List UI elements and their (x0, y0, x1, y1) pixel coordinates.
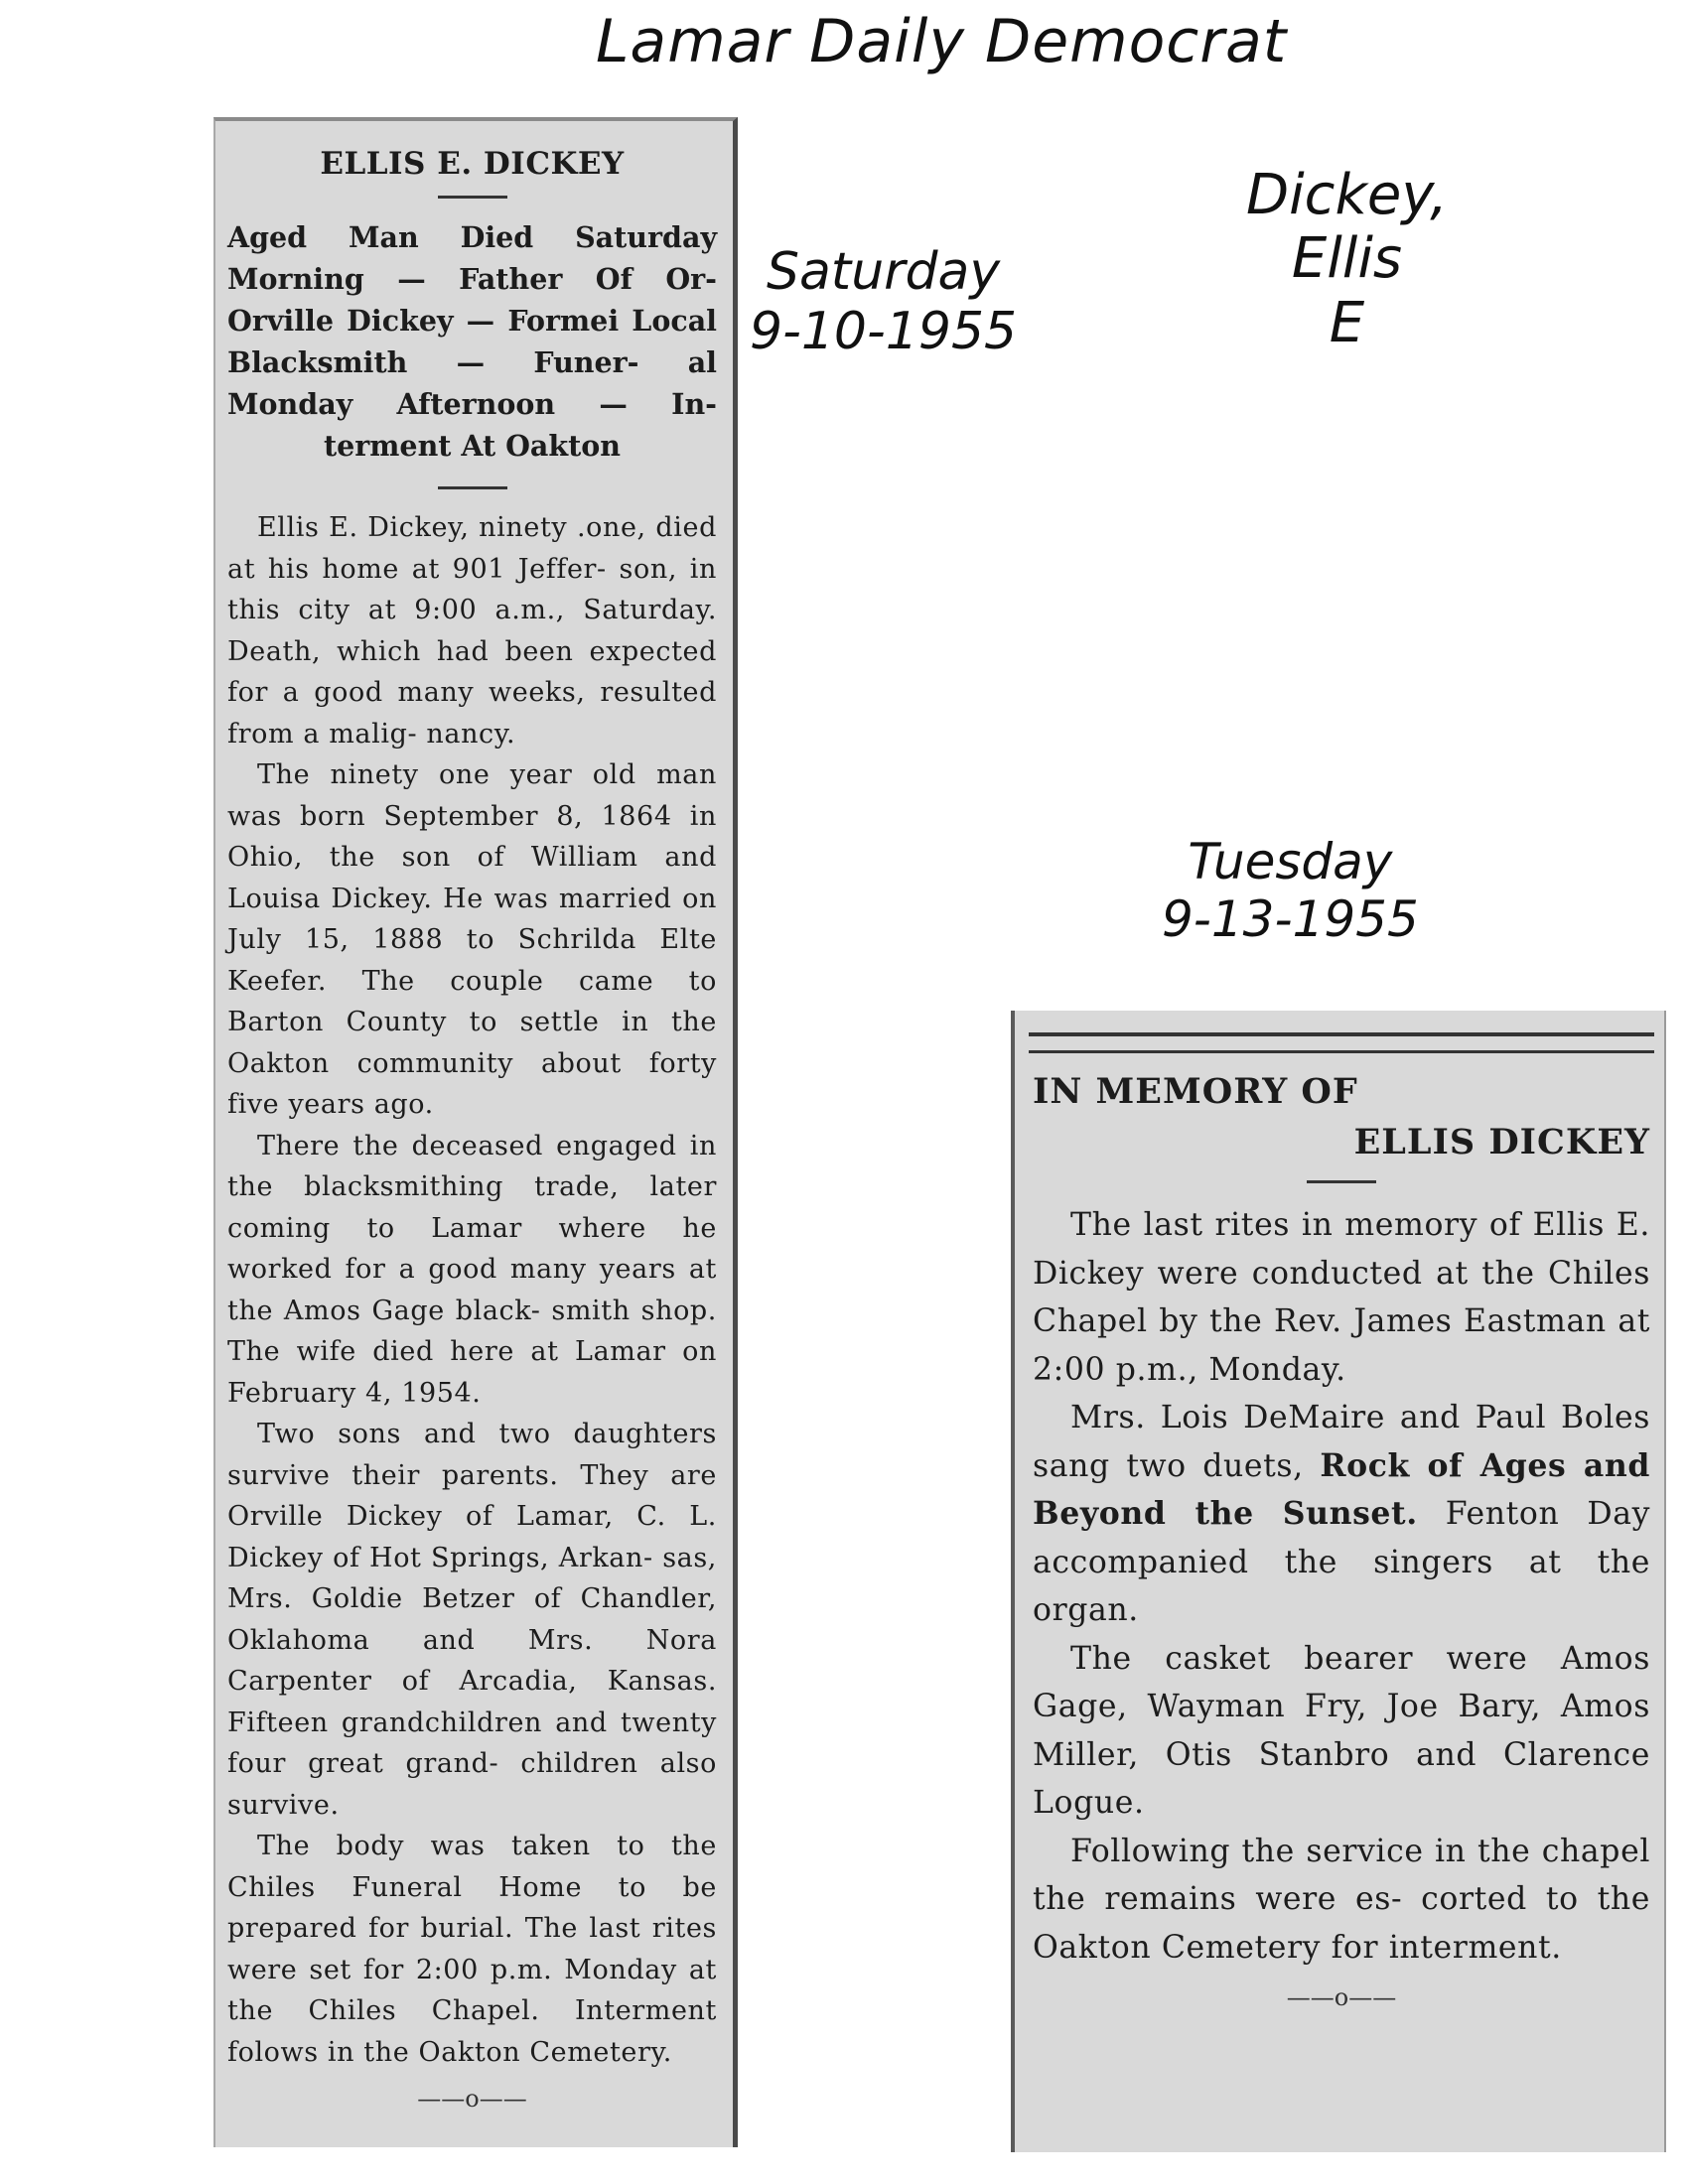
handwritten-date: 9-10-1955 (750, 301, 1018, 361)
obituary-subhead: Aged Man Died Saturday Morning — Father Of Or- Orville Dickey — Formei Local Blacksmith — Funer- al Monday Afternoon — In- terment At Oakton (227, 220, 717, 463)
divider (438, 196, 507, 199)
obituary-clipping (213, 117, 738, 2147)
handwritten-subject-name (1246, 164, 1448, 355)
divider (438, 486, 507, 489)
divider (1307, 1180, 1376, 1183)
end-mark: ——o—— (417, 2085, 527, 2113)
header-rules (1029, 1032, 1654, 1053)
handwritten-firstname: Ellis (1291, 226, 1403, 292)
end-mark: ——o—— (1286, 1983, 1397, 2011)
memory-paragraph (1033, 1394, 1650, 1635)
obituary-headline: ELLIS E. DICKEY (320, 146, 625, 182)
memory-text: Fenton Day accompanied the singers at the organ. (1033, 1496, 1650, 1628)
handwritten-date: 9-13-1955 (1162, 889, 1419, 948)
handwritten-date-saturday (750, 243, 1017, 362)
memory-title-line2: ELLIS DICKEY (1353, 1122, 1650, 1162)
handwritten-day: Tuesday (1188, 833, 1393, 890)
obituary-paragraph: Two sons and two daughters survive their parents. They are Orville Dickey of Lamar, C. L. Dickey of Hot Springs, Arkan- sas, Mrs. Goldie Betzer of Chandler, Oklahoma and Mrs. Nora Carpenter of Arcadia, Kansas. Fifteen grandchildren and twenty four great grand- children also survive. (227, 1419, 717, 1821)
obituary-paragraph: There the deceased engaged in the blacksmithing trade, later coming to Lamar where he worked for a good many years at the Amos Gage black- smith shop. The wife died here at Lamar on February 4, 1954. (227, 1130, 717, 1409)
handwritten-surname: Dickey, (1246, 163, 1448, 227)
memory-paragraph: The last rites in memory of Ellis E. Dickey were conducted at the Chiles Chapel by the Rev. James Eastman at 2:00 p.m., Monday. (1033, 1207, 1650, 1388)
hymn-titles: Rock of Ages and Beyond the Sunset. (1033, 1446, 1650, 1532)
memory-text: Mrs. Lois DeMaire and Paul Boles sang two duets, (1033, 1400, 1650, 1484)
handwritten-initial: E (1329, 290, 1365, 355)
memory-paragraph: The casket bearer were Amos Gage, Wayman Fry, Joe Bary, Amos Miller, Otis Stanbro and Clarence Logue. (1033, 1640, 1650, 1821)
handwritten-date-tuesday (1162, 834, 1419, 948)
obituary-paragraph: The body was taken to the Chiles Funeral Home to be prepared for burial. The last rites were set for 2:00 p.m. Monday at the Chiles Chapel. Interment folows in the Oakton Cemetery. (227, 1831, 717, 2068)
handwritten-day: Saturday (766, 242, 1001, 302)
handwritten-newspaper-name: Lamar Daily Democrat (596, 7, 1288, 76)
memory-title-line1: IN MEMORY OF (1033, 1071, 1358, 1112)
memory-paragraph: Following the service in the chapel the remains were es- corted to the Oakton Cemetery for interment. (1033, 1833, 1650, 1966)
memory-clipping (1011, 1011, 1666, 2152)
obituary-paragraph: Ellis E. Dickey, ninety .one, died at his home at 901 Jeffer- son, in this city at 9:00 a.m., Saturday. Death, which had been expected for a good many weeks, resulted from a malig- nancy. (227, 512, 717, 750)
obituary-paragraph: The ninety one year old man was born September 8, 1864 in Ohio, the son of William and Louisa Dickey. He was married on July 15, 1888 to Schrilda Elte Keefer. The couple came to Barton County to settle in the Oakton community about forty five years ago. (227, 759, 717, 1120)
